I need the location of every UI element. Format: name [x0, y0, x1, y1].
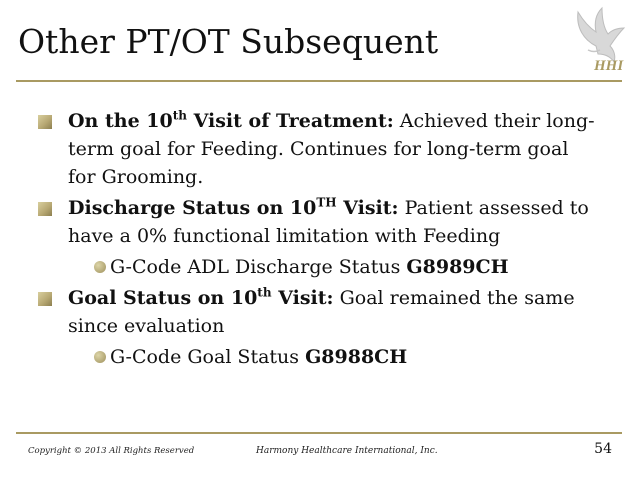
subbullet-text: G-Code ADL Discharge Status — [110, 256, 407, 278]
bullet-label: On the 10th Visit of Treatment: — [68, 108, 394, 132]
square-bullet-icon — [38, 115, 52, 129]
hhi-dove-logo — [566, 6, 632, 78]
square-bullet-icon — [38, 292, 52, 306]
bullet-discharge-status — [38, 194, 598, 250]
company-name: Harmony Healthcare International, Inc. — [256, 446, 438, 456]
gcode-value: G8988CH — [305, 346, 408, 368]
slide-title: Other PT/OT Subsequent — [18, 22, 439, 61]
bullet-goal-status — [38, 284, 598, 340]
round-bullet-icon — [94, 261, 106, 273]
gcode-value: G8989CH — [406, 256, 509, 278]
round-bullet-icon — [94, 351, 106, 363]
footer-divider — [16, 432, 622, 434]
copyright-text: Copyright © 2013 All Rights Reserved — [28, 446, 195, 456]
bullet-label: Discharge Status on 10TH Visit: — [68, 195, 399, 219]
logo-text: HHI — [594, 58, 624, 74]
square-bullet-icon — [38, 202, 52, 216]
slide-body — [38, 107, 598, 371]
subbullet-text: G-Code Goal Status — [110, 346, 306, 368]
bullet-label: Goal Status on 10th Visit: — [68, 285, 334, 309]
page-number: 54 — [594, 441, 612, 457]
subbullet-goal-gcode — [38, 343, 598, 371]
bullet-text: Goal remained the same since evaluation — [68, 287, 575, 337]
bullet-visit-treatment — [38, 107, 598, 191]
bullet-text: Patient assessed to have a 0% functional limitation with Feeding — [68, 197, 589, 247]
subbullet-discharge-gcode — [38, 253, 598, 281]
title-divider — [16, 80, 622, 82]
bullet-text: Achieved their long-term goal for Feeding. Continues for long-term goal for Grooming. — [68, 110, 595, 188]
